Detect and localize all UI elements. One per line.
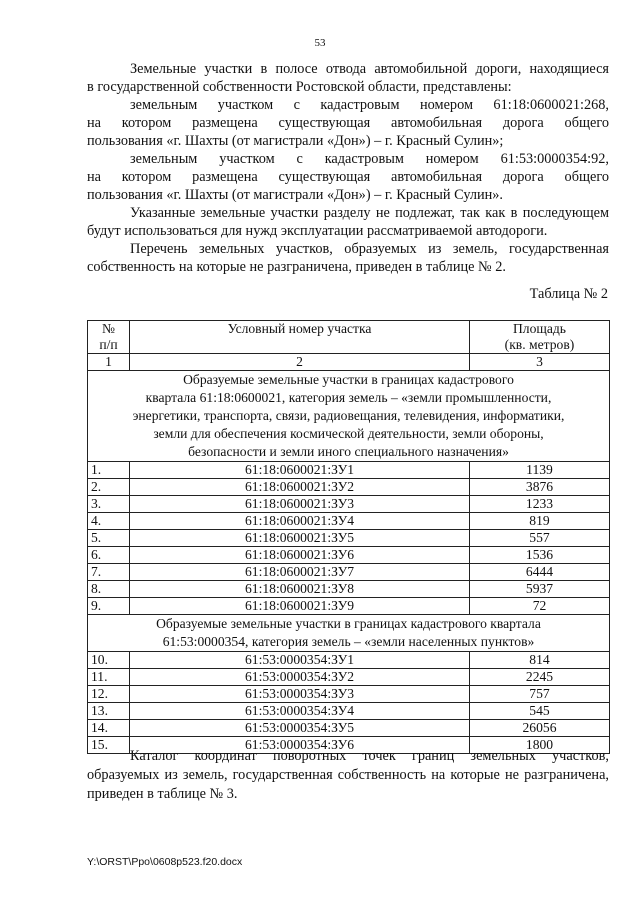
row-area: 1139 [470,462,610,479]
table-row [88,530,610,547]
row-area: 26056 [470,720,610,737]
table-row [88,581,610,598]
row-area: 814 [470,652,610,669]
table-row [88,720,610,737]
paragraph-line: Перечень земельных участков, образуемых из земель, государственная [130,241,609,257]
row-area: 557 [470,530,610,547]
group-header-line: квартала 61:18:0600021, категория земель – «земли промышленности, [145,390,552,405]
footer-file-path: Y:\ORST\Ppo\0608p523.f20.docx [87,856,243,868]
header-area-line1: Площадь [512,321,566,336]
row-area: 2245 [470,669,610,686]
header-num-line1: № [102,321,115,336]
row-plot-id: 61:53:0000354:ЗУ6 [130,737,470,754]
column-number: 2 [130,354,470,371]
row-area: 1233 [470,496,610,513]
paragraph-line: в государственной собственности Ростовской области, представлены: [87,79,512,95]
page-number: 53 [314,37,326,49]
row-area: 757 [470,686,610,703]
row-plot-id: 61:53:0000354:ЗУ5 [130,720,470,737]
row-number: 4. [88,513,130,530]
table-row [88,479,610,496]
row-plot-id: 61:18:0600021:ЗУ6 [130,547,470,564]
body-text [87,60,609,276]
table-caption: Таблица № 2 [529,286,608,302]
row-area: 6444 [470,564,610,581]
column-number: 3 [470,354,610,371]
row-plot-id: 61:18:0600021:ЗУ8 [130,581,470,598]
row-plot-id: 61:53:0000354:ЗУ2 [130,669,470,686]
paragraph-line: Указанные земельные участки разделу не подлежат, так как в последующем [130,205,609,221]
row-area: 72 [470,598,610,615]
table-row [88,652,610,669]
row-number: 8. [88,581,130,598]
row-number: 3. [88,496,130,513]
paragraph-line: на котором размещена существующая автомобильная дорога общего [87,115,609,131]
table-row [88,598,610,615]
group-header-line: 61:53:0000354, категория земель – «земли населенных пунктов» [162,634,535,649]
table-row [88,547,610,564]
row-plot-id: 61:18:0600021:ЗУ1 [130,462,470,479]
group-header-row [88,615,610,652]
row-number: 12. [88,686,130,703]
row-number: 6. [88,547,130,564]
row-plot-id: 61:18:0600021:ЗУ7 [130,564,470,581]
group-header-line: энергетики, транспорта, связи, радиовещания, телевидения, информатики, [132,408,565,423]
row-plot-id: 61:53:0000354:ЗУ1 [130,652,470,669]
header-id: Условный номер участка [130,321,470,354]
group-header-line: Образуемые земельные участки в границах кадастрового квартала [156,616,541,631]
row-area: 1536 [470,547,610,564]
row-plot-id: 61:18:0600021:ЗУ9 [130,598,470,615]
column-number: 1 [88,354,130,371]
paragraph-line: собственность на которые не разграничена, приведен в таблице № 2. [87,259,506,275]
row-area: 819 [470,513,610,530]
row-plot-id: 61:18:0600021:ЗУ5 [130,530,470,547]
row-number: 11. [88,669,130,686]
header-area-line2: (кв. метров) [504,337,575,352]
row-plot-id: 61:18:0600021:ЗУ4 [130,513,470,530]
paragraph-line: на котором размещена существующая автомобильная дорога общего [87,169,609,185]
paragraph-line: пользования «г. Шахты (от магистрали «Дон») – г. Красный Сулин»; [87,133,504,149]
header-num [88,321,130,354]
row-number: 14. [88,720,130,737]
table-row [88,496,610,513]
paragraph-line: пользования «г. Шахты (от магистрали «Дон») – г. Красный Сулин». [87,187,503,203]
paragraph-line: земельным участком с кадастровым номером 61:18:0600021:268, [130,97,609,113]
table-row [88,703,610,720]
table-row [88,462,610,479]
group-header-1 [88,371,610,462]
row-number: 10. [88,652,130,669]
group-header-row [88,371,610,462]
row-plot-id: 61:18:0600021:ЗУ3 [130,496,470,513]
row-plot-id: 61:53:0000354:ЗУ3 [130,686,470,703]
table-row [88,513,610,530]
row-plot-id: 61:53:0000354:ЗУ4 [130,703,470,720]
row-number: 7. [88,564,130,581]
row-number: 15. [88,737,130,754]
row-number: 9. [88,598,130,615]
table-row [88,686,610,703]
closing-text [87,747,609,804]
table-row [88,669,610,686]
table-row [88,564,610,581]
table-header-row [88,321,610,354]
row-area: 1800 [470,737,610,754]
row-area: 545 [470,703,610,720]
group-header-line: Образуемые земельные участки в границах кадастрового [183,372,514,387]
header-area [470,321,610,354]
row-area: 5937 [470,581,610,598]
row-plot-id: 61:18:0600021:ЗУ2 [130,479,470,496]
row-number: 1. [88,462,130,479]
header-num-line2: п/п [99,337,118,352]
group-header-line: земли для обеспечения космической деятельности, земли обороны, [153,426,544,441]
group-header-line: безопасности и земли иного специального назначения» [188,444,509,459]
column-number-row [88,354,610,371]
group-header-2 [88,615,610,652]
paragraph-line: будут использоваться для нужд эксплуатации рассматриваемой автодороги. [87,223,548,239]
closing-line: Каталог координат поворотных точек границ земельных участков, [130,748,609,764]
row-number: 13. [88,703,130,720]
row-number: 5. [88,530,130,547]
row-area: 3876 [470,479,610,496]
row-number: 2. [88,479,130,496]
land-plots-table [87,320,610,754]
paragraph-line: земельным участком с кадастровым номером 61:53:0000354:92, [130,151,609,167]
closing-line: образуемых из земель, государственная собственность на которые не разграничена, [87,767,609,783]
closing-line: приведен в таблице № 3. [87,786,238,802]
paragraph-line: Земельные участки в полосе отвода автомобильной дороги, находящиеся [130,61,609,77]
